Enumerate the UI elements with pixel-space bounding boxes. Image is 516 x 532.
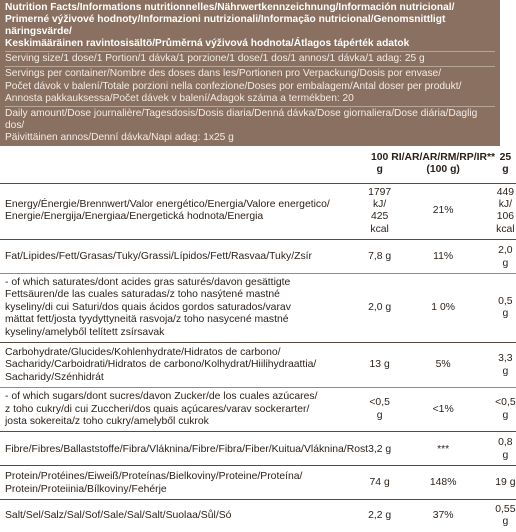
nutrient-label bbox=[0, 466, 368, 500]
reference-intake bbox=[391, 500, 495, 532]
value-per-25g-line: 0,8 g bbox=[498, 437, 513, 461]
nutrition-table bbox=[0, 146, 516, 532]
nutrient-label-line: Protein/Protéines/Eiweiß/Proteínas/Bielkoviny/Proteine/Proteína/ bbox=[5, 471, 303, 483]
value-per-25g-line: 0,55 g bbox=[495, 504, 516, 528]
header-band bbox=[0, 0, 500, 146]
value-per-25g-line: 2,0 g bbox=[498, 245, 513, 269]
nutrient-label-line: Fat/Lipides/Fett/Grasas/Tuky/Grassi/Lípidos/Fett/Rasvaa/Tuky/Zsír bbox=[5, 251, 313, 263]
table-row bbox=[0, 273, 516, 342]
value-per-100g bbox=[368, 466, 391, 500]
value-per-25g-line: 106 kcal bbox=[496, 211, 515, 235]
value-per-25g bbox=[495, 388, 516, 432]
reference-intake bbox=[391, 466, 495, 500]
reference-intake-line: <1% bbox=[432, 403, 454, 415]
value-per-25g bbox=[495, 343, 516, 388]
nutrient-label bbox=[0, 343, 368, 388]
nutrient-label-line: Fettsäuren/de las cuales saturadas/z toho nasýtené mastné bbox=[5, 289, 280, 301]
table-row bbox=[0, 388, 516, 432]
reference-intake bbox=[391, 240, 495, 274]
reference-intake bbox=[391, 273, 495, 342]
nutrient-label bbox=[0, 183, 368, 240]
reference-intake-line: 1 0% bbox=[431, 301, 455, 313]
table-row bbox=[0, 183, 516, 240]
nutrient-label-line: Fibre/Fibres/Ballaststoffe/Fibra/Vláknina/Fibre/Fibra/Fiber/Kuitua/Vláknina/Rost bbox=[5, 443, 369, 455]
nutrient-label-line: - of which sugars/dont sucres/davon Zucker/de los cuales azúcares/ bbox=[5, 391, 318, 403]
nutrient-label-line: Sacharidy/Carboidrati/Hidratos de carbono/Kolhydrat/Hiilihydraattia/ bbox=[5, 359, 317, 371]
value-per-25g-line: 0,5 g bbox=[498, 295, 513, 319]
table-row bbox=[0, 466, 516, 500]
ri-header-line: (100 g) bbox=[426, 164, 460, 176]
reference-intake bbox=[391, 432, 495, 466]
table-row bbox=[0, 343, 516, 388]
table-row bbox=[0, 432, 516, 466]
value-per-100g bbox=[368, 343, 391, 388]
ri-header-line: RI/AR/AR/RM/RP/IR** bbox=[391, 151, 496, 163]
value-per-100g bbox=[368, 388, 391, 432]
table-row bbox=[0, 500, 516, 532]
servings-per-container bbox=[5, 66, 495, 104]
nutrient-label bbox=[0, 432, 368, 466]
nutrient-label-line: Salt/Sel/Salz/Sal/Sof/Sale/Sal/Salt/Suolaa/Sůl/Só bbox=[5, 510, 232, 522]
value-per-100g-line: 3,2 g bbox=[368, 443, 392, 455]
reference-intake-line: 21% bbox=[432, 205, 454, 217]
value-per-100g bbox=[368, 240, 391, 274]
title-line: Keskimääräinen ravintosisältö/Průměrná výživová hodnota/Átlagos tápérték adatok bbox=[5, 38, 410, 50]
value-per-25g bbox=[495, 273, 516, 342]
nutrient-label-line: - of which saturates/dont acides gras saturés/davon gesättigte bbox=[5, 276, 291, 288]
column-header-nutrient bbox=[0, 146, 368, 183]
reference-intake-line: 37% bbox=[432, 510, 454, 522]
value-per-25g bbox=[495, 183, 516, 240]
reference-intake-line: 148% bbox=[429, 477, 457, 489]
value-per-25g bbox=[495, 500, 516, 532]
serving-size: Serving size/1 dose/1 Portion/1 dávka/1 porzione/1 dose/1 dos/1 annos/1 dávka/1 adag: 25 g bbox=[5, 51, 495, 65]
value-per-100g bbox=[368, 500, 391, 532]
value-per-100g-line: 1797 kJ/ bbox=[368, 186, 392, 210]
value-per-25g-line: 3,3 g bbox=[498, 353, 513, 377]
value-per-100g-line: 2,2 g bbox=[368, 510, 392, 522]
reference-intake bbox=[391, 388, 495, 432]
servings-line: Servings per container/Nombre des doses dans les/Portionen pro Verpackung/Dosis por envase/ bbox=[5, 68, 442, 80]
nutrient-label-line: Sacharidy/Szénhidrát bbox=[5, 371, 104, 383]
nutrition-rows bbox=[0, 183, 516, 532]
reference-intake bbox=[391, 343, 495, 388]
nutrient-label-line: Carbohydrate/Glucides/Kohlenhydrate/Hidratos de carbono/ bbox=[5, 347, 281, 358]
nutrient-label-line: Energie/Energija/Energiaa/Energetická hodnota/Energia bbox=[5, 211, 264, 223]
column-header-25g: 25 g bbox=[499, 151, 512, 176]
value-per-25g bbox=[495, 432, 516, 466]
value-per-100g-line: 2,0 g bbox=[368, 301, 392, 313]
value-per-25g bbox=[495, 240, 516, 274]
value-per-100g bbox=[368, 183, 391, 240]
nutrient-label bbox=[0, 388, 368, 432]
column-header-ri bbox=[391, 146, 495, 183]
nutrient-label-line: Energy/Énergie/Brennwert/Valor energético/Energia/Valore energetico/ bbox=[5, 198, 330, 210]
title-line: Primerné výživové hodnoty/Informazioni nutrizionali/Informação nutricional/Genomsnittligt näringsvärde/ bbox=[5, 14, 446, 38]
title-line: Nutrition Facts/Informations nutritionnelles/Nährwertkennzeichnung/Información nutricional/ bbox=[5, 2, 455, 13]
reference-intake-line: 5% bbox=[435, 359, 451, 371]
reference-intake bbox=[391, 183, 495, 240]
servings-line: Annosta pakkauksessa/Počet dávek v balení/Adagok száma a termékben: 20 bbox=[5, 92, 354, 104]
value-per-100g-line: 425 kcal bbox=[370, 211, 389, 235]
nutrient-label-line: josta sokereita/z toho cukry/amelyből cukrok bbox=[5, 416, 209, 428]
value-per-100g bbox=[368, 432, 391, 466]
value-per-25g-line: 19 g bbox=[495, 477, 516, 489]
value-per-100g-line: 7,8 g bbox=[368, 251, 392, 263]
nutrient-label bbox=[0, 273, 368, 342]
value-per-25g-line: 449 kJ/ bbox=[496, 186, 515, 210]
value-per-100g-line: 74 g bbox=[369, 477, 390, 489]
table-row bbox=[0, 240, 516, 274]
value-per-100g-line: 13 g bbox=[369, 359, 390, 371]
value-per-25g bbox=[495, 466, 516, 500]
nutrient-label bbox=[0, 240, 368, 274]
nutrient-label bbox=[0, 500, 368, 532]
value-per-100g-line: <0,5 g bbox=[369, 397, 390, 421]
label-title bbox=[5, 2, 495, 50]
reference-intake-line: 11% bbox=[433, 251, 454, 263]
value-per-100g bbox=[368, 273, 391, 342]
nutrient-label-line: mättat fett/josta tyydyttyneitä rasvoja/z toho nasycené mastné bbox=[5, 314, 289, 326]
daily-amount bbox=[5, 106, 495, 144]
value-per-25g-line: <0,5 g bbox=[495, 397, 516, 421]
nutrient-label-line: Protein/Proteiinia/Bílkoviny/Fehérje bbox=[5, 483, 167, 495]
column-header-100g: 100 g bbox=[370, 151, 389, 176]
nutrient-label-line: kyseliny/di cui Saturi/dos quais ácidos gordos saturados/varav bbox=[5, 301, 291, 313]
reference-intake-line: *** bbox=[437, 443, 450, 455]
nutrient-label-line: kyseliny/amelyből telített zsírsavak bbox=[5, 326, 165, 338]
servings-line: Počet dávok v balení/Totale porzioni nella confezione/Doses por embalagem/Antal doser per produkt/ bbox=[5, 80, 462, 92]
nutrient-label-line: z toho cukry/di cui Zuccheri/dos quais açúcares/varav sockerarter/ bbox=[5, 403, 310, 415]
daily-line: Päivittäinen annos/Denní dávka/Napi adag: 1x25 g bbox=[5, 131, 234, 143]
daily-line: Daily amount/Dose journalière/Tagesdosis/Dosis diaria/Denná dávka/Dose giornaliera/Dose diária/Daglig dos/ bbox=[5, 107, 478, 131]
